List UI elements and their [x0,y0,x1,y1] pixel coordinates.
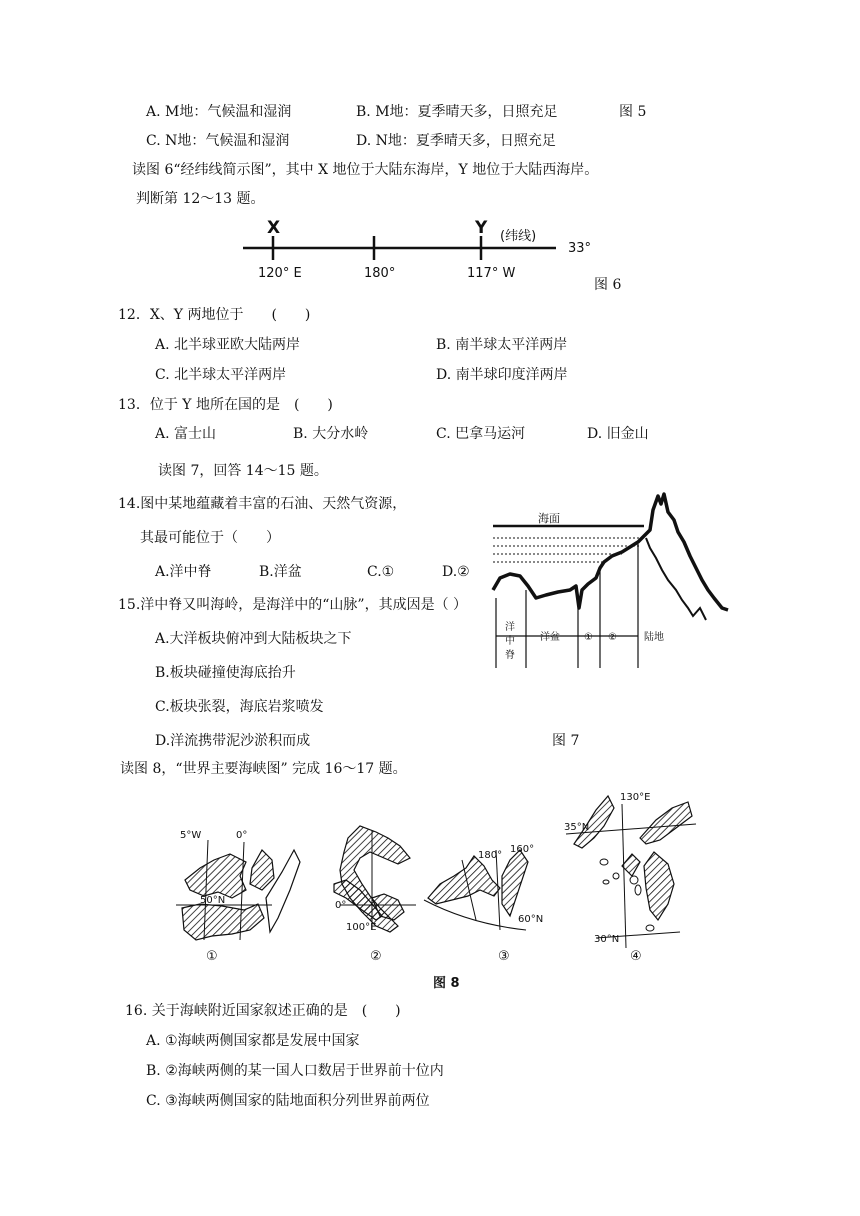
q11-option-b: B. M地：夏季晴天多，日照充足 [356,104,558,120]
label-180: 180° [364,266,396,281]
q11-option-a: A. M地：气候温和湿润 [146,104,292,120]
strait-map-2 [334,826,416,964]
q14-stem-cont: 其最可能位于（ ） [140,530,280,546]
q12-option-d: D. 南半球印度洋两岸 [436,367,568,383]
q15-option-b: B.板块碰撞使海底抬升 [155,665,296,681]
label-weixian: (纬线) [500,229,537,244]
m2-number: ② [370,949,382,964]
q13-option-a: A. 富士山 [155,426,217,442]
m1-lon-5w: 5°W [180,830,202,841]
figure-8-caption: 图 8 [433,976,460,991]
label-basin: 洋盆 [540,632,560,643]
intro-figure-8: 读图 8，“世界主要海峡图” 完成 16～17 题。 [120,761,407,777]
figure-7-seafloor-profile [488,490,748,680]
q16-option-a: A. ①海峡两侧国家都是发展中国家 [146,1033,360,1049]
m1-lat-50n: 50°N [200,895,226,906]
label-120e: 120° E [258,266,302,281]
label-lat-33: 33° [568,241,592,256]
q15-stem: 15.洋中脊又叫海岭，是海洋中的“山脉”，其成因是（ ） [118,597,468,613]
intro-figure-6: 读图 6“经纬线简示图”，其中 X 地位于大陆东海岸，Y 地位于大陆西海岸。 [132,162,599,178]
q16-option-b: B. ②海峡两侧的某一国人口数居于世界前十位内 [146,1063,444,1079]
q14-option-d: D.② [442,564,470,580]
label-ridge-2: 中 [505,636,515,647]
q12-option-c: C. 北半球太平洋两岸 [155,367,287,383]
figure-6-lat-lon-diagram [0,215,860,315]
figure-6-caption: 图 6 [594,277,622,293]
seafloor-profile-line [493,494,728,610]
strait-map-4 [564,792,696,964]
m4-lat-30n: 30°N [594,934,620,945]
m2-lat-0: 0° [335,900,347,911]
label-circle-2: ② [608,632,617,643]
q11-option-d: D. N地：夏季晴天多，日照充足 [356,133,556,149]
q13-option-b: B. 大分水岭 [293,426,369,442]
q15-option-c: C.板块张裂，海底岩浆喷发 [155,699,324,715]
q13-option-d: D. 旧金山 [587,426,649,442]
mountain-slope-line [646,538,706,620]
intro-figure-6-range: 判断第 12～13 题。 [136,191,265,207]
q15-option-a: A.大洋板块俯冲到大陆板块之下 [155,631,352,647]
m1-number: ① [206,949,218,964]
m1-lon-0: 0° [236,830,248,841]
m2-lon-100e: 100°E [346,922,377,933]
strait-map-3 [424,844,543,964]
q14-option-c: C.① [367,564,395,580]
m4-lon-130e: 130°E [620,792,651,803]
q14-option-a: A.洋中脊 [155,564,212,580]
figure-8-straits-maps [0,780,860,1000]
label-x: X [267,218,281,238]
label-sea-level: 海面 [538,512,560,525]
label-land: 陆地 [644,632,664,643]
figure-5-caption: 图 5 [619,104,647,120]
q11-option-c: C. N地：气候温和湿润 [146,133,290,149]
q12-option-b: B. 南半球太平洋两岸 [436,337,568,353]
m3-lat-60n: 60°N [518,914,544,925]
q12-stem: 12．X、Y 两地位于 ( ) [118,307,311,323]
label-117w: 117° W [467,266,516,281]
label-ridge-1: 洋 [505,622,515,633]
q13-option-c: C. 巴拿马运河 [436,426,526,442]
q16-stem: 16. 关于海峡附近国家叙述正确的是 ( ) [125,1003,401,1019]
label-circle-1: ① [584,632,593,643]
intro-figure-7: 读图 7，回答 14～15 题。 [158,463,328,479]
figure-7-caption: 图 7 [552,733,580,749]
q14-stem: 14.图中某地蕴藏着丰富的石油、天然气资源， [118,496,407,512]
m3-lon-160: 160° [510,844,535,855]
label-y: Y [475,218,488,238]
q14-option-b: B.洋盆 [259,564,302,580]
label-ridge-3: 脊 [505,650,515,661]
q15-option-d: D.洋流携带泥沙淤积而成 [155,733,311,749]
m4-number: ④ [630,949,642,964]
q16-option-c: C. ③海峡两侧国家的陆地面积分列世界前两位 [146,1093,430,1109]
q13-stem: 13．位于 Y 地所在国的是 ( ) [118,397,333,413]
strait-map-1 [176,830,300,964]
m3-number: ③ [498,949,510,964]
q12-option-a: A. 北半球亚欧大陆两岸 [155,337,301,353]
m3-lon-180: 180° [478,850,503,861]
m4-lat-35n: 35°N [564,822,590,833]
